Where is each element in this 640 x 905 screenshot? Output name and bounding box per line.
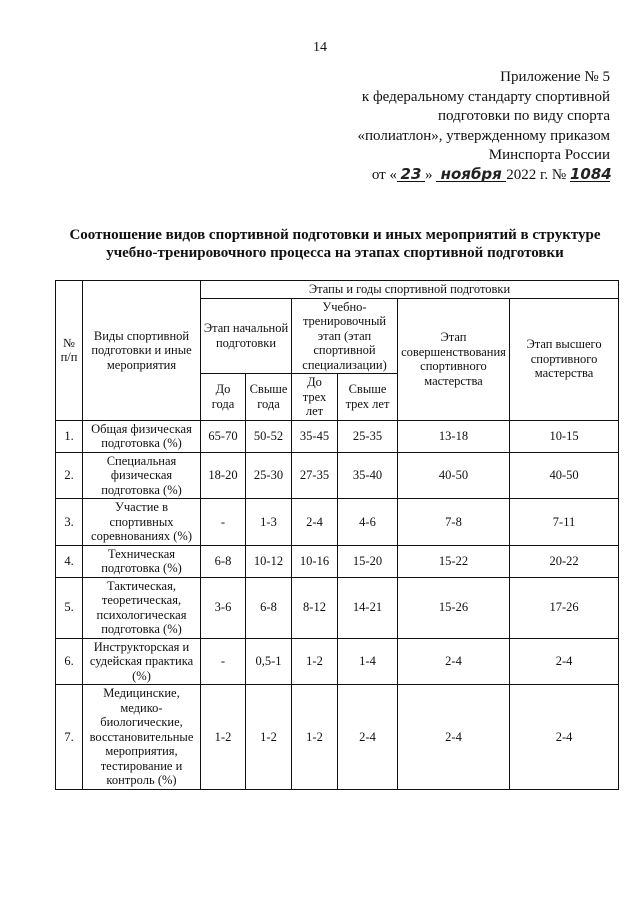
cell-initial-upto-year: - (201, 638, 246, 685)
title-line-2: учебно-тренировочного процесса на этапах спортивной подготовки (106, 245, 564, 261)
cell-training-over-three: 25-35 (338, 420, 398, 452)
cell-initial-upto-year: 1-2 (201, 685, 246, 790)
row-num: 2. (56, 452, 83, 499)
cell-initial-upto-year: 3-6 (201, 577, 246, 638)
row-kind: Медицинские, медико-биологические, восстановительные мероприятия, тестирование и контроль (%) (83, 685, 201, 790)
row-kind: Тактическая, теоретическая, психологическая подготовка (%) (83, 577, 201, 638)
row-num: 6. (56, 638, 83, 685)
appendix-line-1: Приложение № 5 (500, 69, 610, 85)
table-row (56, 452, 619, 499)
cell-improvement: 15-22 (398, 545, 510, 577)
cell-training-upto-three: 2-4 (292, 499, 338, 546)
table-row (56, 499, 619, 546)
cell-training-over-three: 14-21 (338, 577, 398, 638)
cell-initial-over-year: 10-12 (246, 545, 292, 577)
header-stage-improvement: Этап совершенствования спортивного мастерства (398, 298, 510, 420)
date-sep: » (424, 166, 433, 183)
cell-initial-over-year: 1-2 (246, 685, 292, 790)
cell-improvement: 2-4 (398, 685, 510, 790)
cell-higher: 2-4 (510, 638, 619, 685)
row-num: 4. (56, 545, 83, 577)
subheader-over-three: Свыше трех лет (338, 374, 398, 421)
cell-training-upto-three: 1-2 (292, 638, 338, 685)
header-stages-group: Этапы и годы спортивной подготовки (201, 281, 619, 299)
cell-training-over-three: 2-4 (338, 685, 398, 790)
table-row (56, 545, 619, 577)
cell-initial-upto-year: - (201, 499, 246, 546)
cell-higher: 7-11 (510, 499, 619, 546)
cell-improvement: 15-26 (398, 577, 510, 638)
table-row (56, 685, 619, 790)
cell-training-over-three: 35-40 (338, 452, 398, 499)
document-title (40, 226, 630, 262)
cell-training-over-three: 15-20 (338, 545, 398, 577)
cell-initial-over-year: 0,5-1 (246, 638, 292, 685)
order-number: 1084 (570, 164, 612, 183)
cell-training-upto-three: 27-35 (292, 452, 338, 499)
title-line-1: Соотношение видов спортивной подготовки и иных мероприятий в структуре (69, 227, 601, 243)
cell-training-upto-three: 1-2 (292, 685, 338, 790)
row-kind: Инструкторская и судейская практика (%) (83, 638, 201, 685)
cell-initial-upto-year: 65-70 (201, 420, 246, 452)
row-num: 1. (56, 420, 83, 452)
cell-training-over-three: 1-4 (338, 638, 398, 685)
cell-improvement: 2-4 (398, 638, 510, 685)
table-row (56, 638, 619, 685)
date-day: 23 (397, 167, 425, 182)
cell-higher: 40-50 (510, 452, 619, 499)
header-stage-initial: Этап начальной подготовки (201, 298, 292, 374)
header-stage-training: Учебно-тренировочный этап (этап спортивной специализации) (292, 298, 398, 374)
cell-improvement: 40-50 (398, 452, 510, 499)
date-prefix: от « (371, 166, 397, 183)
subheader-upto-year: До года (201, 374, 246, 421)
appendix-line-4: «полиатлон», утвержденному приказом (357, 127, 610, 144)
cell-training-upto-three: 35-45 (292, 420, 338, 452)
date-month: ноября (436, 167, 506, 182)
cell-higher: 2-4 (510, 685, 619, 790)
date-year: 2022 г. № (506, 166, 567, 183)
row-kind: Участие в спортивных соревнованиях (%) (83, 499, 201, 546)
cell-training-over-three: 4-6 (338, 499, 398, 546)
ratio-table (55, 280, 619, 790)
row-num: 7. (56, 685, 83, 790)
cell-training-upto-three: 8-12 (292, 577, 338, 638)
cell-initial-over-year: 50-52 (246, 420, 292, 452)
header-num: № п/п (56, 281, 83, 421)
table-row (56, 420, 619, 452)
appendix-date-line (300, 166, 610, 186)
table-row (56, 577, 619, 638)
cell-higher: 20-22 (510, 545, 619, 577)
cell-initial-over-year: 1-3 (246, 499, 292, 546)
header-stage-higher: Этап высшего спортивного мастерства (510, 298, 619, 420)
cell-initial-upto-year: 6-8 (201, 545, 246, 577)
cell-higher: 17-26 (510, 577, 619, 638)
row-kind: Общая физическая подготовка (%) (83, 420, 201, 452)
cell-improvement: 13-18 (398, 420, 510, 452)
cell-improvement: 7-8 (398, 499, 510, 546)
row-kind: Специальная физическая подготовка (%) (83, 452, 201, 499)
cell-higher: 10-15 (510, 420, 619, 452)
page-number: 14 (313, 40, 327, 55)
appendix-line-3: подготовки по виду спорта (438, 108, 610, 124)
appendix-line-5: Минспорта России (488, 147, 610, 163)
cell-training-upto-three: 10-16 (292, 545, 338, 577)
row-num: 3. (56, 499, 83, 546)
appendix-line-2: к федеральному стандарту спортивной (361, 88, 610, 105)
row-num: 5. (56, 577, 83, 638)
row-kind: Техническая подготовка (%) (83, 545, 201, 577)
header-kind: Виды спортивной подготовки и иные мероприятия (83, 281, 201, 421)
subheader-upto-three: До трех лет (292, 374, 338, 421)
cell-initial-over-year: 6-8 (246, 577, 292, 638)
appendix-header (300, 68, 610, 185)
subheader-over-year: Свыше года (246, 374, 292, 421)
cell-initial-over-year: 25-30 (246, 452, 292, 499)
cell-initial-upto-year: 18-20 (201, 452, 246, 499)
